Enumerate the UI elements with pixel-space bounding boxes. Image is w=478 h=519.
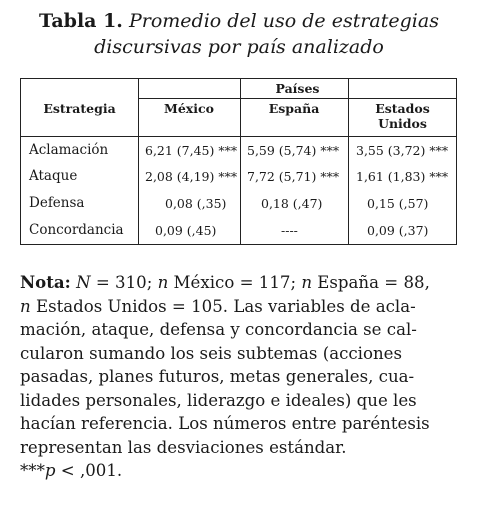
row-label-aclamacion: Aclamación <box>29 142 109 158</box>
note-text: < ,001. <box>55 461 123 480</box>
caption-label: Tabla 1. <box>39 10 123 32</box>
note-n-symbol: n <box>157 273 169 292</box>
cell-ataque-mexico: 2,08 (4,19) *** <box>145 169 238 184</box>
cell-concordancia-estados-unidos: 0,09 (,37) <box>367 223 429 238</box>
note-n-symbol: n <box>301 273 312 292</box>
note-p-symbol: p <box>44 461 56 480</box>
note-line-8: representan las desviaciones estándar. <box>20 437 347 457</box>
header-estrategia: Estrategia <box>43 101 116 116</box>
caption-line-1 <box>0 8 478 34</box>
row-label-ataque: Ataque <box>29 168 78 184</box>
row-label-concordancia: Concordancia <box>29 222 124 238</box>
note-line-2 <box>20 295 462 319</box>
cell-ataque-estados-unidos: 1,61 (1,83) *** <box>356 169 449 184</box>
cell-aclamacion-estados-unidos: 3,55 (3,72) *** <box>356 143 449 158</box>
cell-concordancia-mexico: 0,09 (,45) <box>155 223 217 238</box>
header-mexico: México <box>164 101 214 116</box>
group-header-rule <box>138 98 456 99</box>
cell-defensa-estados-unidos: 0,15 (,57) <box>367 196 429 211</box>
header-rule <box>21 136 456 137</box>
data-table <box>20 78 457 245</box>
note-text: Estados Unidos = 105. Las variables de acla- <box>30 296 416 316</box>
note-text: España = 88, <box>312 273 430 292</box>
note-line-4: cularon sumando los seis subtemas (acciones <box>20 343 402 363</box>
cell-aclamacion-mexico: 6,21 (7,45) *** <box>145 143 238 158</box>
note-line-9 <box>20 459 462 483</box>
note-line-1 <box>20 271 462 295</box>
cell-defensa-mexico: 0,08 (,35) <box>165 196 227 211</box>
note-text: México = 117; <box>168 273 302 292</box>
cell-aclamacion-espana: 5,59 (5,74) *** <box>247 143 340 158</box>
header-estados-unidos: Estados Unidos <box>375 101 430 131</box>
group-header-paises: Países <box>275 81 320 96</box>
table-note <box>20 271 462 483</box>
caption-title-line-1: Promedio del uso de estrategias <box>128 10 439 32</box>
note-n-symbol: N <box>76 273 91 292</box>
header-espana: España <box>268 101 320 116</box>
note-text: *** <box>20 461 45 480</box>
cell-ataque-espana: 7,72 (5,71) *** <box>247 169 340 184</box>
cell-concordancia-espana: ---- <box>281 223 298 238</box>
note-label: Nota: <box>20 272 71 292</box>
cell-defensa-espana: 0,18 (,47) <box>261 196 323 211</box>
note-n-symbol: n <box>20 296 31 316</box>
caption-title-line-2: discursivas por país analizado <box>94 36 384 58</box>
note-line-3: mación, ataque, defensa y concordancia se cal- <box>20 320 417 339</box>
note-line-5: pasadas, planes futuros, metas generales, cua- <box>20 367 415 386</box>
note-text: = 310; <box>90 273 158 292</box>
note-line-6: lidades personales, liderazgo e ideales) que les <box>20 390 417 410</box>
table-caption <box>0 8 478 60</box>
note-line-7: hacían referencia. Los números entre paréntesis <box>20 414 430 433</box>
row-label-defensa: Defensa <box>29 195 85 211</box>
